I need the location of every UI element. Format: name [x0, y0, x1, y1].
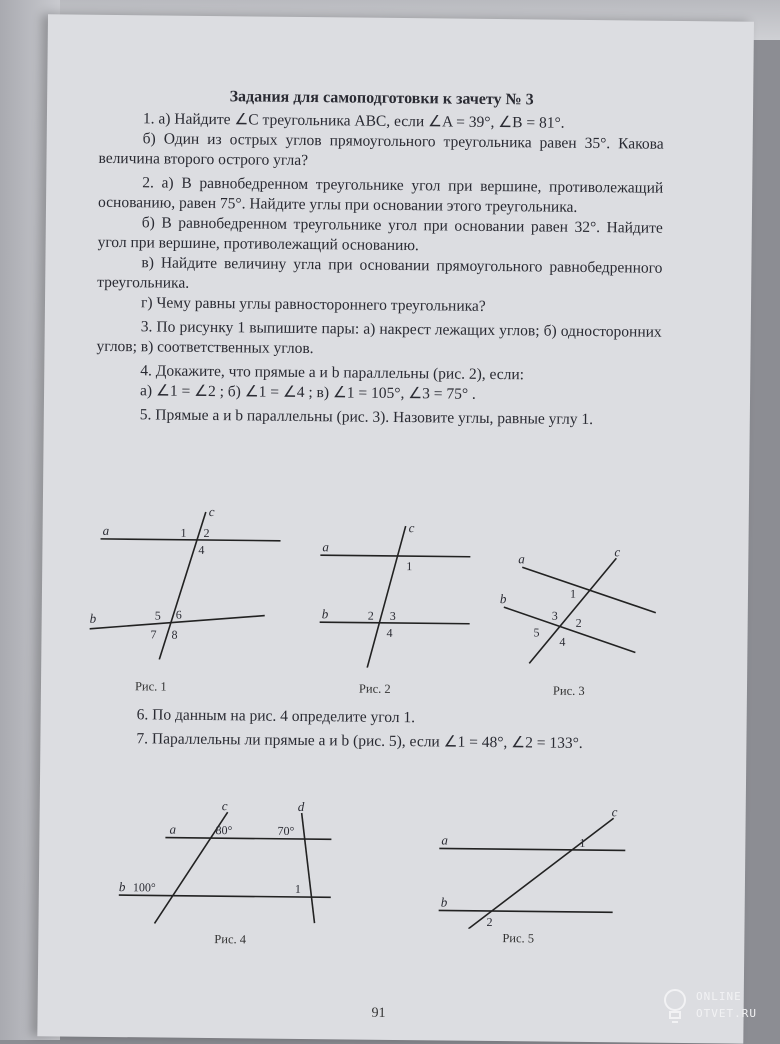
angle-6: 6: [175, 607, 182, 622]
task-3: 3. По рисунку 1 выпишите пары: а) накрест лежащих углов; б) односторонних углов; в) соответственных углов.: [96, 318, 662, 358]
line-c: [367, 526, 405, 668]
angle-2: 2: [575, 615, 582, 630]
angle-3: 3: [389, 608, 396, 623]
line-a: [101, 539, 281, 541]
label-c: c: [611, 804, 618, 820]
task-6: 6. По данным на рис. 4 определите угол 1.: [136, 706, 416, 727]
label-a: a: [322, 539, 330, 555]
figure-1-drawing: [89, 499, 291, 661]
line-b: [439, 910, 613, 912]
task-4: 4. Докажите, что прямые a и b параллельны (рис. 2), если:: [140, 362, 525, 384]
page-content-lower: [92, 705, 657, 755]
watermark-line-1: ONLINE: [696, 990, 742, 1003]
angle-4: 4: [198, 542, 205, 557]
label-a: a: [102, 522, 110, 538]
figure-5: [432, 798, 633, 930]
label-c: c: [208, 504, 215, 520]
caption-fig-5: Рис. 5: [502, 931, 535, 946]
label-b: b: [118, 879, 126, 895]
label-a: a: [518, 551, 525, 567]
label-b: b: [321, 606, 329, 622]
line-a: [320, 555, 470, 557]
task-2c: в) Найдите величину угла при основании прямоугольного равнобедренного треугольника.: [97, 254, 663, 292]
caption-fig-1: Рис. 1: [134, 679, 167, 694]
angle-4: 4: [559, 634, 566, 649]
caption-fig-4: Рис. 4: [214, 932, 247, 947]
figure-5-drawing: [432, 798, 633, 930]
task-1a: 1. а) Найдите ∠C треугольника ABC, если ∠A = 39°, ∠B = 81°.: [142, 110, 565, 132]
task-5: 5. Прямые a и b параллельны (рис. 3). Назовите углы, равные углу 1.: [139, 406, 594, 429]
figure-3-drawing: [493, 539, 664, 676]
label-d: d: [297, 798, 305, 815]
book-page: [37, 14, 754, 1043]
line-a: [165, 838, 331, 840]
angle-1: 1: [579, 835, 586, 850]
figure-4: [108, 795, 339, 932]
page-number: 91: [371, 1005, 386, 1021]
angle-100: 100°: [132, 880, 156, 895]
angle-1: 1: [180, 525, 187, 540]
angle-4: 4: [386, 625, 393, 640]
label-c: c: [408, 520, 415, 536]
task-7: 7. Параллельны ли прямые a и b (рис. 5), если ∠1 = 48°, ∠2 = 133°.: [136, 730, 583, 752]
label-b: b: [89, 610, 97, 626]
angle-1: 1: [569, 586, 577, 601]
angle-1: 1: [406, 559, 413, 574]
angle-70: 70°: [277, 823, 295, 838]
label-c: c: [221, 798, 228, 814]
page-content: [96, 87, 665, 431]
line-a: [522, 567, 656, 612]
label-a: a: [169, 821, 177, 837]
label-a: a: [441, 832, 448, 848]
figure-3: [493, 539, 664, 676]
line-a: [439, 848, 625, 850]
page-title: Задания для самоподготовки к зачету № 3: [229, 88, 534, 109]
caption-fig-3: Рис. 3: [552, 683, 585, 698]
task-1b: б) Один из острых углов прямоугольного треугольника равен 35°. Какова величина второго острого угла?: [98, 130, 664, 170]
figure-2-drawing: [309, 517, 481, 669]
label-c: c: [614, 544, 621, 560]
task-2b: б) В равнобедренном треугольнике угол при основании равен 32°. Найдите угол при вершине, противолежащий основанию.: [97, 214, 663, 255]
watermark: [660, 986, 770, 1026]
angle-2: 2: [486, 914, 493, 930]
label-b: b: [499, 591, 507, 607]
task-4-options: а) ∠1 = ∠2 ; б) ∠1 = ∠4 ; в) ∠1 = 105°, ∠3 = 75° .: [139, 382, 476, 403]
label-b: b: [440, 894, 448, 910]
watermark-text: [696, 988, 757, 1022]
line-d: [301, 813, 316, 923]
angle-1: 1: [294, 881, 301, 896]
task-2d: г) Чему равны углы равностороннего треугольника?: [140, 294, 486, 315]
angle-5: 5: [154, 608, 161, 623]
figure-1: [89, 499, 291, 661]
angle-2: 2: [367, 608, 374, 623]
angle-80: 80°: [215, 823, 233, 838]
angle-7: 7: [150, 627, 157, 642]
watermark-line-2: OTVET.RU: [696, 1007, 757, 1020]
figure-4-drawing: [108, 795, 339, 932]
figure-2: [309, 517, 481, 669]
line-c: [468, 817, 613, 931]
angle-5: 5: [533, 625, 540, 640]
angle-3: 3: [551, 608, 558, 623]
task-2a: 2. а) В равнобедренном треугольнике угол при вершине, противолежащий основанию, равен 75°. Найдите углы при основании этого треугольника.: [97, 174, 664, 216]
lightbulb-icon: [660, 986, 690, 1026]
angle-8: 8: [171, 627, 178, 642]
angle-2: 2: [203, 525, 210, 541]
caption-fig-2: Рис. 2: [358, 681, 391, 696]
